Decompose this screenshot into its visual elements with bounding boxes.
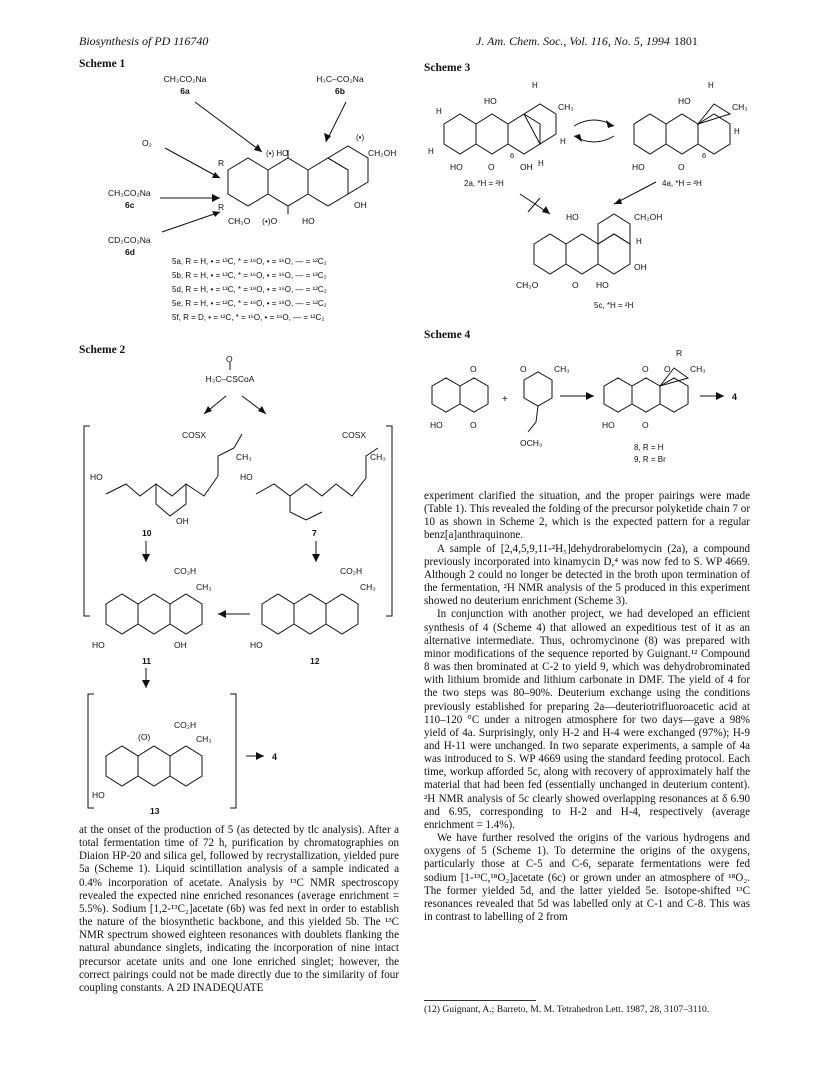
compound-number: 10: [142, 528, 152, 538]
arrowheads: [542, 120, 622, 214]
journal-citation: [476, 34, 698, 49]
precursor-6c: CH₃CO₂Na: [108, 188, 151, 198]
compound-number: 6a: [180, 86, 190, 96]
arrowhead: [212, 172, 220, 178]
journal-name: J. Am. Chem. Soc., Vol. 116, No. 5, 1994: [476, 34, 670, 48]
arrowhead: [256, 752, 264, 760]
atom-label: CH₃: [732, 102, 748, 112]
atom-label: COSX: [342, 430, 367, 440]
arrowhead: [254, 144, 262, 152]
ring: [138, 594, 170, 634]
compound-number: 6d: [125, 247, 135, 257]
precursor-6d: CD₃CO₂Na: [108, 235, 151, 245]
arrowhead: [218, 610, 226, 618]
isotope-variant: 5a, R = H, • = ¹³C, * = ¹⁶O, • = ¹⁶O, — = ¹²C₂: [172, 257, 327, 266]
atom-label: CH₃O: [516, 280, 539, 290]
paragraph: experiment clarified the situation, and the proper pairings were made (Table 1). This revealed the folding of the precursor polyketide chain 7 or 10 as shown in Scheme 2, which is the expected pattern for a regular benz[a]anthraquinone.: [424, 490, 750, 542]
atom-label: CH₂OH: [368, 148, 397, 158]
arrowhead: [312, 554, 320, 562]
paragraph: A sample of [2,4,5,9,11-²H₅]dehydrorabelomycin (2a), a compound previously incorporated into kinamycin D,⁴ was now fed to S. WP 4669. Although 2 could no longer be detected in the broth upon termination of the fermentation, ²H NMR analysis of the 5 produced in this experiment showed no deuterium enrichment (Scheme 3).: [424, 542, 750, 608]
ring-a: [228, 158, 268, 206]
deuterium-label: H: [532, 81, 538, 90]
atom-label: OH: [634, 262, 647, 272]
compound-number: 6c: [125, 200, 135, 210]
arrowhead: [606, 120, 614, 128]
scheme-4-title: Scheme 4: [424, 329, 471, 341]
atom-label: CH₃: [554, 364, 570, 374]
atom-label: HO: [450, 162, 463, 172]
atom-label: O: [664, 364, 671, 374]
atom-label: HO: [596, 280, 609, 290]
running-head: Biosynthesis of PD 116740: [79, 34, 209, 48]
bracket: [386, 426, 392, 616]
paragraph: In conjunction with another project, we had developed an efficient synthesis of 4 (Scheme 4) that allowed an expeditious test of it as an alternative intermediate. Thus, ochromycinone (8) was prepared with minor modifications of the sequence reported by Guignant.¹² Compound 8 was then brominated at C-2 to yield 9, which was dehydrobrominated with lithium bromide and lithium carbonate in DMF. The yield of 4 for the two steps was 80–90%. Deuterium exchange using the conditions previously established for preparing 2a—deuteriotrifluoroacetic acid at 110–120 °C under a nitrogen atmosphere for two days—gave a 98% yield of 4a. Surprisingly, only H-2 and H-4 were exchanged (97%); H-9 and H-11 were unchanged. In two separate experiments, a sample of 4a was introduced to S. WP 4669 using the standard feeding protocol. Each time, workup afforded 5c, along with recovery of approximately half the material that had been fed (essentially unchanged in deuterium content). ²H NMR analysis of 5c clearly showed overlapping resonances at δ 6.90 and 6.95, corresponding to H-2 and H-4, respectively (average enrichment = 1.4%).: [424, 608, 750, 831]
atom-label: HO: [678, 96, 691, 106]
chain-ring: [290, 496, 322, 520]
ring: [326, 594, 358, 634]
compound-number: 11: [142, 656, 151, 666]
atom-label: HO: [90, 472, 103, 482]
deuterium-label: H: [636, 237, 642, 246]
position-label: 6: [702, 151, 707, 160]
precursor-6b: H₃C–CO₂Na: [316, 74, 364, 84]
deuterium-label: H: [538, 159, 544, 168]
atom-label: HO: [602, 420, 615, 430]
atom-label: CH₃: [558, 102, 574, 112]
deuterium-label: H: [560, 137, 566, 146]
atom-label: COSX: [182, 430, 207, 440]
atom-label: O: [642, 364, 649, 374]
atom-label: CH₃: [370, 452, 386, 462]
precursor-6a: CH₃CO₂Na: [163, 74, 207, 84]
scheme-4-figure: [424, 342, 754, 472]
ring: [634, 114, 666, 154]
atom-label: CH₃: [690, 364, 706, 374]
atom-label: CO₂H: [174, 566, 197, 576]
isotope-variant: 5f, R = D, • = ¹²C, * = ¹⁶O, • = ¹⁶O, — = ¹²C₂: [172, 313, 325, 322]
arrowhead: [204, 406, 212, 414]
arrowhead: [586, 392, 594, 400]
atom-label: CH₃: [236, 452, 252, 462]
compound-caption: 9, R = Br: [634, 455, 666, 464]
ring-b: [268, 158, 308, 206]
atom-label: O: [572, 280, 579, 290]
ring: [598, 234, 630, 274]
paragraph: at the onset of the production of 5 (as detected by tlc analysis). After a total fermentation time of 72 h, purification by chromatographies on Diaion HP-20 and silica gel, followed by recrystallization, yielded pure 5a (Scheme 1). Liquid scintillation analysis of a sample indicated a 0.4% incorporation of acetate. Analysis by ¹³C NMR spectroscopy revealed the expected nine enriched resonances (average enrichment = 5.5%). Sodium [1,2-¹³C₂]acetate (6b) was fed next in order to establish the nature of the biosynthetic backbone, and this yielded 5b. The ¹³C NMR spectrum showed eighteen resonances with doublets flanking the natural abundance singlets, indicating the incorporation of nine intact precursor acetate units and one lone enriched singlet; however, the correct pairings could not be made directly due to the similarity of four coupling constants. A 2D INADEQUATE: [79, 824, 399, 994]
ring: [660, 378, 688, 412]
ring-c: [308, 158, 348, 206]
atom-label: CO₂H: [340, 566, 363, 576]
footnote-divider: [424, 1000, 536, 1001]
ring: [666, 114, 698, 154]
ring: [598, 214, 630, 244]
compound-caption: 2a, *H = ²H: [464, 179, 504, 188]
arrowhead: [716, 392, 724, 400]
ring: [432, 378, 460, 412]
atom-label: OH: [176, 516, 189, 526]
ring: [294, 594, 326, 634]
atom-label: HO: [250, 640, 263, 650]
isotope-variant: 5e, R = H, • = ¹²C, * = ¹⁶O, • = ¹⁸O, — = ¹²C₂: [172, 299, 327, 308]
ring: [262, 594, 294, 634]
scheme-1-figure: [70, 70, 410, 340]
arrow-line: [165, 148, 220, 178]
compound-number: 13: [150, 806, 160, 816]
atom-label: O: [226, 354, 233, 364]
plus-sign: +: [502, 394, 508, 405]
ring: [604, 378, 632, 412]
atom-label: OH: [354, 200, 367, 210]
compound-caption: 5c, *H = ²H: [594, 301, 634, 310]
scheme-3-title: Scheme 3: [424, 62, 471, 74]
ring: [566, 234, 598, 274]
atom-label: (O): [138, 732, 151, 742]
atom-label: HO: [430, 420, 443, 430]
ring: [524, 372, 552, 406]
compound-number: 6b: [335, 86, 345, 96]
atom-label: CH₃O: [228, 216, 251, 226]
acetyl-coa-label: H₃C–CSCoA: [205, 374, 255, 384]
arrowhead: [142, 554, 150, 562]
arrowhead: [258, 406, 266, 414]
paragraph: We have further resolved the origins of the various hydrogens and oxygens of 5 (Scheme 1). To determine the origins of the oxygens, particularly those at C-5 and C-6, separate fermentations were fed sodium [1-¹³C,¹⁸O₂]acetate (6c) or grown under an atmosphere of ¹⁸O₂. The former yielded 5d, and the latter yielded 5e. Isotope-shifted ¹³C resonances revealed that 5d was labelled only at C-1 and C-8. This was in contrast to labelling of 2 from: [424, 832, 750, 923]
precursor-o2: O₂: [142, 138, 152, 148]
ring: [170, 594, 202, 634]
page-number: 1801: [673, 34, 698, 48]
atom-label: CO₂H: [174, 720, 197, 730]
atom-label: R: [676, 348, 683, 358]
deuterium-label: H: [436, 107, 442, 116]
compound-number: 7: [312, 528, 317, 538]
compound-number: 12: [310, 656, 320, 666]
ring: [138, 746, 170, 786]
atom-label: (•): [356, 133, 365, 142]
atom-label: O: [642, 420, 649, 430]
ring: [106, 746, 138, 786]
bracket: [84, 426, 90, 616]
atom-label: HO: [632, 162, 645, 172]
deuterium-label: H: [708, 81, 714, 90]
atom-label: OH: [174, 640, 187, 650]
atom-label: HO: [484, 96, 497, 106]
chain-ring: [156, 484, 186, 516]
atom-label: HO: [240, 472, 253, 482]
arrowhead: [574, 134, 582, 142]
atom-label: O: [520, 364, 527, 374]
atom-label: CH₃: [196, 734, 212, 744]
arrowhead: [212, 194, 220, 202]
atom-label: R: [218, 158, 225, 168]
arrowhead: [614, 198, 622, 204]
atom-label: CH₃: [196, 582, 212, 592]
scheme-1-title: Scheme 1: [79, 58, 126, 70]
atom-label: R: [218, 202, 225, 212]
deuterium-label: H: [734, 127, 740, 136]
ring: [170, 746, 202, 786]
atom-label: HO: [566, 212, 579, 222]
ring: [460, 378, 488, 412]
compound-caption: 8, R = H: [634, 443, 664, 452]
deuterium-label: H: [428, 147, 434, 156]
atom-label: OCH₃: [520, 438, 543, 448]
scheme-2-title: Scheme 2: [79, 344, 126, 356]
ring-d: [328, 146, 368, 194]
left-column-text: [79, 824, 399, 995]
atom-label: CH₂OH: [634, 212, 663, 222]
arrowheads: [212, 133, 331, 217]
position-label: 6: [510, 151, 515, 160]
bracket: [230, 694, 236, 808]
arrowhead: [142, 680, 150, 688]
atom-label: (•)O: [262, 216, 278, 226]
atom-label: HO: [302, 216, 315, 226]
compound-number: 4: [732, 392, 738, 402]
atom-label: HO: [92, 640, 105, 650]
right-column-text: [424, 490, 750, 924]
atom-label: (•) HO: [266, 149, 289, 158]
polyketide-chain-10: [106, 434, 242, 496]
ring: [106, 594, 138, 634]
isotope-variant: 5d, R = H, • = ¹³C, * = ¹⁸O, • = ¹⁶O, — = ¹²C₂: [172, 285, 327, 294]
atom-label: O: [678, 162, 685, 172]
arrow-line: [162, 212, 220, 232]
arrowheads: [142, 406, 320, 760]
atom-label: O: [488, 162, 495, 172]
atom-label: O: [470, 364, 477, 374]
polyketide-chain-7: [256, 448, 378, 496]
ring: [698, 114, 730, 154]
scheme-3-figure: [424, 74, 754, 324]
chain: [528, 406, 538, 432]
atom-label: CH₃: [360, 582, 376, 592]
ring: [632, 378, 660, 412]
ring: [534, 234, 566, 274]
scheme-2-figure: [78, 356, 408, 822]
isotope-variant: 5b, R = H, • = ¹³C, * = ¹⁶O, • = ¹⁶O, — = ¹³C₂: [172, 271, 327, 280]
footnote: (12) Guignant, A.; Barreto, M. M. Tetrahedron Lett. 1987, 28, 3107–3110.: [424, 1004, 710, 1015]
compound-caption: 4a, *H = ²H: [662, 179, 702, 188]
ring: [444, 114, 476, 154]
arrow-line: [195, 102, 262, 152]
ring: [476, 114, 508, 154]
atom-label: O: [470, 420, 477, 430]
atom-label: HO: [92, 790, 105, 800]
compound-number: 4: [272, 752, 278, 762]
atom-label: OH: [520, 162, 533, 172]
